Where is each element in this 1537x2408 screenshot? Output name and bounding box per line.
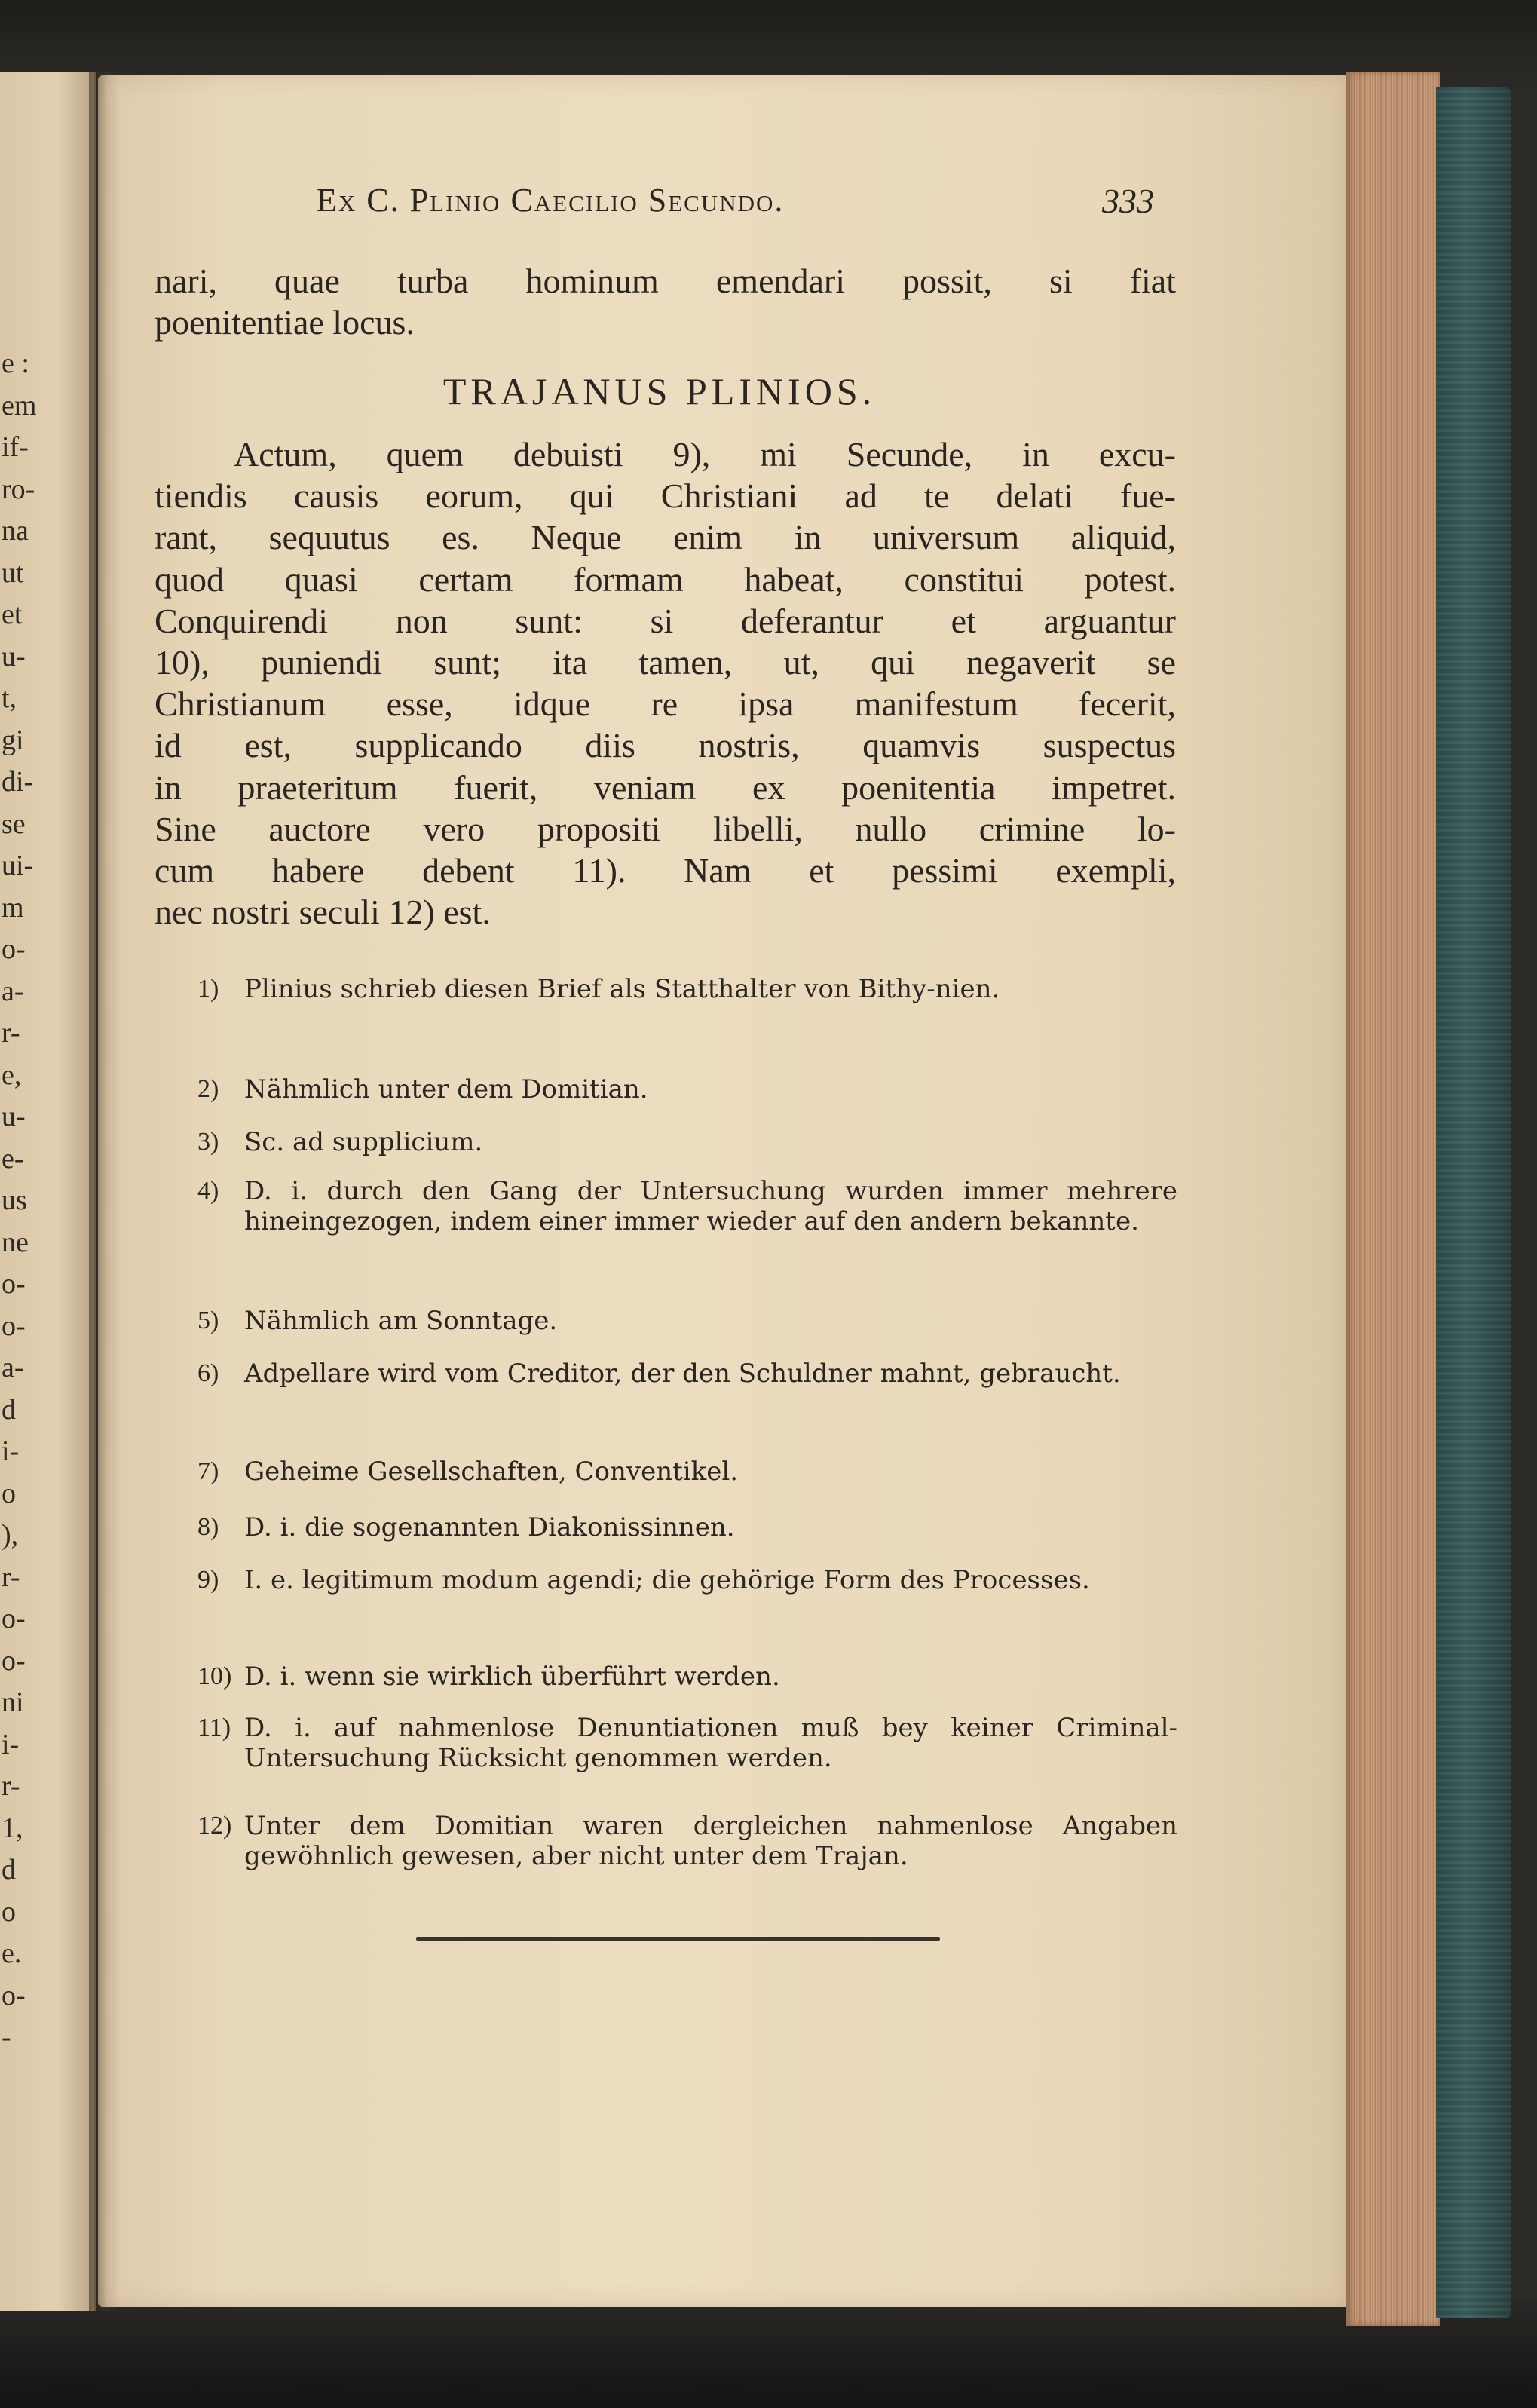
- background-bottom: [0, 2299, 1537, 2408]
- left-page-fragments: [2, 343, 92, 2059]
- left-page-fragment: a-: [2, 1352, 24, 1383]
- body-line: id est, supplicando diis nostris, quamvis suspectus: [155, 726, 1176, 765]
- left-page-fragment: et: [2, 599, 23, 630]
- left-page-fragment: ut: [2, 556, 24, 589]
- left-page-fragment: -: [2, 2021, 11, 2053]
- running-title: Ex C. Plinio Caecilio Secundo.: [317, 182, 785, 219]
- body-line: Actum, quem debuisti 9), mi Secunde, in excu-: [234, 435, 1176, 473]
- body-text-main: [155, 434, 1176, 933]
- left-page-fragment: o: [2, 1895, 16, 1928]
- left-page-fragment: na: [2, 515, 29, 547]
- footnote-number: 9): [197, 1566, 219, 1594]
- left-page-fragment: di-: [2, 766, 34, 798]
- footnote-9: [197, 1565, 1177, 1595]
- footnote-text: Sc. ad supplicium.: [244, 1127, 483, 1157]
- footnote-3: [197, 1127, 1177, 1157]
- footnote-5: [197, 1306, 1177, 1336]
- left-page-fragment: e.: [2, 1938, 22, 1969]
- footnote-number: 6): [197, 1359, 219, 1387]
- left-page-fragment: ni: [2, 1687, 24, 1718]
- footnote-text: I. e. legitimum modum agendi; die gehörige Form des Processes.: [244, 1565, 1090, 1595]
- footnote-number: 7): [197, 1457, 219, 1485]
- left-page-fragment: o-: [2, 933, 26, 965]
- left-page-fragment: r-: [2, 1770, 20, 1802]
- footnote-text: D. i. auf nahmenlose Denuntiationen muß bey keiner Criminal-Untersuchung Rücksicht genommen werden.: [244, 1713, 1177, 1773]
- body-line: poenitentiae locus.: [155, 303, 415, 342]
- footnote-number: 12): [197, 1812, 232, 1840]
- footnote-text: Nähmlich unter dem Domitian.: [244, 1074, 648, 1104]
- footnote-text: Nähmlich am Sonntage.: [244, 1306, 558, 1336]
- gutter-shadow: [89, 72, 119, 2311]
- page-number: 333: [1102, 182, 1154, 220]
- footnote-text: Geheime Gesellschaften, Conventikel.: [244, 1457, 739, 1487]
- left-page-fragment: o-: [2, 1603, 26, 1634]
- footnote-text: Plinius schrieb diesen Brief als Statthalter von Bithy-nien.: [244, 974, 1000, 1004]
- footnote-8: [197, 1512, 1177, 1543]
- left-page-fragment: ro-: [2, 473, 35, 505]
- left-page-fragment: m: [2, 891, 24, 924]
- left-page-fragment: o-: [2, 1268, 26, 1300]
- body-line: nari, quae turba hominum emendari possit, si fiat: [155, 262, 1176, 300]
- left-page-fragment: e-: [2, 1142, 24, 1175]
- body-line: 10), puniendi sunt; ita tamen, ut, qui negaverit se: [155, 642, 1176, 682]
- footnote-text: D. i. wenn sie wirklich überführt werden.: [244, 1662, 780, 1692]
- body-line: in praeteritum fuerit, veniam ex poenitentia impetret.: [155, 767, 1176, 807]
- footnote-4: [197, 1176, 1177, 1236]
- body-line: tiendis causis eorum, qui Christiani ad te delati fue-: [155, 476, 1176, 516]
- page-edges: [1346, 72, 1440, 2326]
- body-line: Conquirendi non sunt: si deferantur et arguantur: [155, 601, 1176, 640]
- closing-rule: [416, 1937, 940, 1941]
- footnote-text: D. i. durch den Gang der Untersuchung wurden immer mehrere hineingezogen, indem einer immer wieder auf den andern bekannte.: [244, 1176, 1177, 1236]
- book-cover-edge: [1436, 87, 1511, 2318]
- left-page-fragment: se: [2, 807, 26, 840]
- footnote-text: Unter dem Domitian waren dergleichen nahmenlose Angaben gewöhnlich gewesen, aber nicht unter dem Trajan.: [244, 1811, 1177, 1871]
- left-page-fragment: o: [2, 1477, 16, 1509]
- left-page-fragment: d: [2, 1393, 16, 1426]
- left-page-fragment: e,: [2, 1058, 22, 1091]
- footnote-11: [197, 1713, 1177, 1773]
- left-page-fragment: u-: [2, 640, 26, 672]
- footnote-number: 2): [197, 1075, 219, 1103]
- left-page-fragment: ),: [2, 1519, 19, 1551]
- left-page-fragment: ne: [2, 1226, 29, 1258]
- footnote-text: Adpellare wird vom Creditor, der den Schuldner mahnt, gebraucht.: [244, 1359, 1121, 1389]
- footnote-10: [197, 1662, 1177, 1692]
- body-line: Christianum esse, idque re ipsa manifestum fecerit,: [155, 685, 1176, 724]
- footnote-6: [197, 1359, 1177, 1389]
- footnote-7: [197, 1457, 1177, 1487]
- left-page-fragment: em: [2, 389, 37, 421]
- left-page-fragment: o-: [2, 1979, 26, 2011]
- left-page-fragment: o-: [2, 1310, 26, 1342]
- left-page-fragment: 1,: [2, 1812, 23, 1844]
- footnote-number: 8): [197, 1513, 219, 1541]
- body-line: Sine auctore vero propositi libelli, nullo crimine lo-: [155, 809, 1176, 848]
- left-page-fragment: u-: [2, 1101, 26, 1132]
- footnote-2: [197, 1074, 1177, 1104]
- left-page-fragment: ui-: [2, 850, 34, 881]
- left-page-fragment: d: [2, 1854, 16, 1886]
- body-line: cum habere debent 11). Nam et pessimi exempli,: [155, 850, 1176, 890]
- footnote-number: 3): [197, 1128, 219, 1156]
- left-page-fragment: gi: [2, 724, 24, 756]
- footnote-text: D. i. die sogenannten Diakonissinnen.: [244, 1512, 735, 1543]
- body-line: nec nostri seculi 12) est.: [155, 893, 491, 932]
- left-page-fragment: us: [2, 1184, 27, 1216]
- body-line: rant, sequutus es. Neque enim in universum aliquid,: [155, 518, 1176, 557]
- left-page-fragment: a-: [2, 975, 24, 1007]
- footnote-number: 10): [197, 1662, 232, 1690]
- body-line: quod quasi certam formam habeat, constitui potest.: [155, 559, 1176, 599]
- left-page-fragment: o-: [2, 1644, 26, 1677]
- left-page-fragment: i-: [2, 1728, 20, 1760]
- left-page: [0, 72, 96, 2311]
- left-page-fragment: if-: [2, 431, 29, 463]
- left-page-fragment: t,: [2, 682, 17, 714]
- footnote-1: [197, 974, 1177, 1004]
- left-page-fragment: e :: [2, 348, 29, 379]
- letter-heading: TRAJANUS PLINIOS.: [442, 370, 877, 412]
- footnote-number: 11): [197, 1714, 231, 1742]
- footnote-number: 5): [197, 1307, 219, 1334]
- body-text-top: [155, 260, 1176, 343]
- left-page-fragment: i-: [2, 1435, 20, 1467]
- footnote-number: 4): [197, 1177, 219, 1205]
- left-page-fragment: r-: [2, 1017, 20, 1049]
- left-page-fragment: r-: [2, 1561, 20, 1593]
- footnote-12: [197, 1811, 1177, 1871]
- footnote-number: 1): [197, 975, 219, 1003]
